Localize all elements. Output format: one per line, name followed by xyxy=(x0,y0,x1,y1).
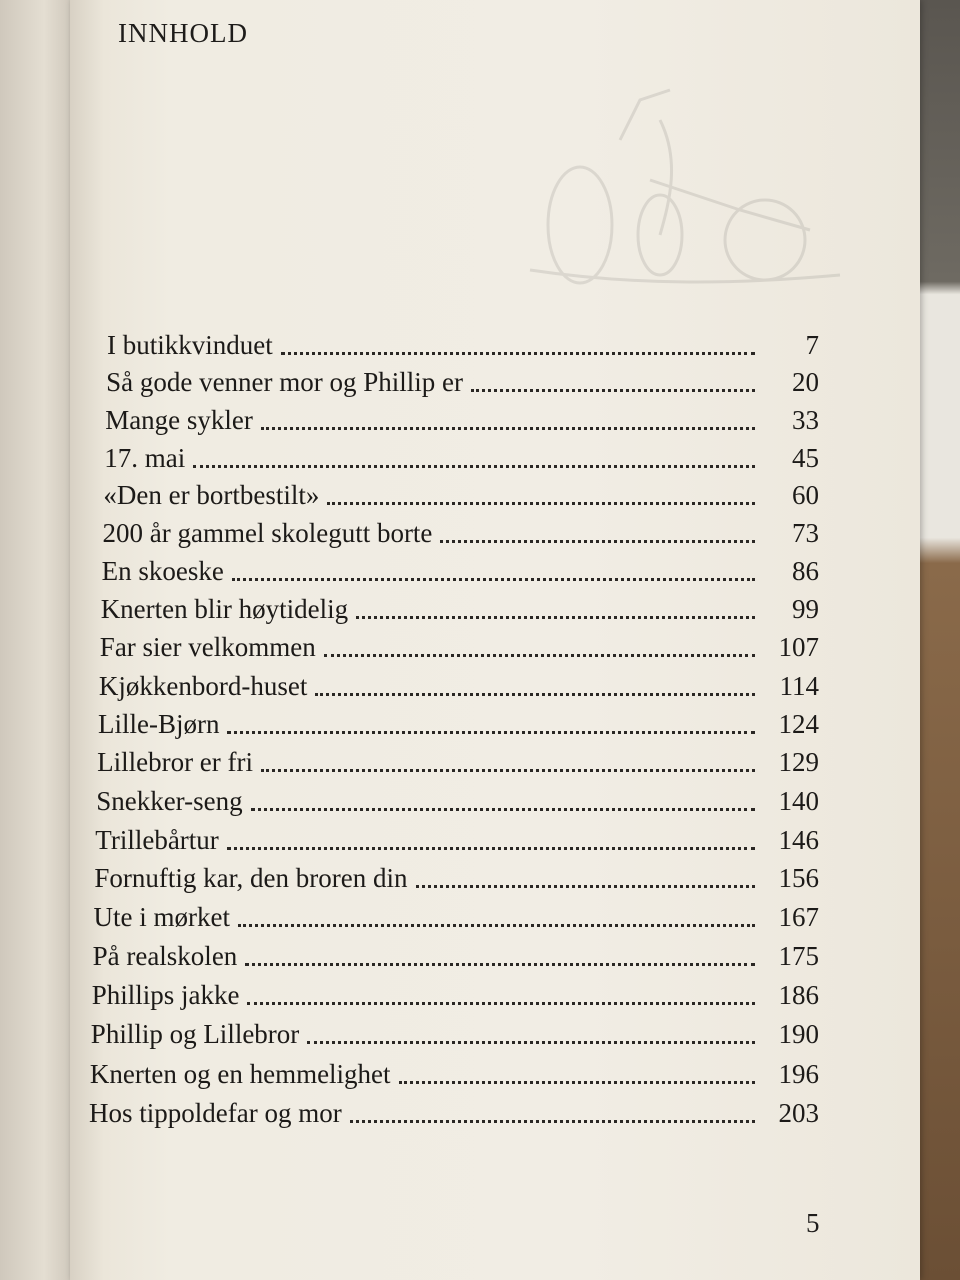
dot-leader xyxy=(281,352,755,355)
toc-entry-page: 7 xyxy=(805,330,819,360)
toc-entry xyxy=(103,518,820,552)
dot-leader xyxy=(356,616,755,619)
dot-leader xyxy=(399,1081,755,1084)
toc-entry-page: 186 xyxy=(778,980,819,1011)
toc-entry-title: «Den er bortbestilt» xyxy=(103,480,320,511)
toc-entry-title: Knerten og en hemmelighet xyxy=(89,1058,391,1089)
toc-entry-page: 196 xyxy=(778,1058,819,1089)
dot-leader xyxy=(251,808,755,811)
toc-entry xyxy=(106,367,819,401)
toc-entry-page: 203 xyxy=(778,1098,819,1128)
toc-entry xyxy=(99,671,819,705)
dot-leader xyxy=(261,427,755,430)
dot-leader xyxy=(193,465,755,468)
toc-entry-page: 129 xyxy=(778,747,819,778)
toc-entry-title: På realskolen xyxy=(92,941,238,972)
toc-entry-title: Knerten blir høytidelig xyxy=(100,594,349,625)
toc-entry xyxy=(94,902,820,936)
toc-entry xyxy=(89,1098,819,1132)
toc-entry-page: 20 xyxy=(791,367,819,398)
toc-entry-title: Mange sykler xyxy=(105,405,253,435)
toc-entry-title: Lille-Bjørn xyxy=(98,709,220,739)
toc-entry xyxy=(91,1019,819,1053)
dot-leader xyxy=(315,693,755,696)
toc-entry xyxy=(96,786,819,820)
page-number: 5 xyxy=(806,1208,820,1238)
toc-entry xyxy=(103,480,819,514)
toc-entry-title: Phillip og Lillebror xyxy=(90,1019,300,1050)
toc-entry-page: 45 xyxy=(791,442,819,473)
dot-leader xyxy=(327,502,755,505)
toc-entry xyxy=(90,1059,819,1093)
dot-leader xyxy=(227,731,755,734)
toc-entry xyxy=(95,825,819,859)
toc-entry-page: 73 xyxy=(792,518,819,549)
toc-entry xyxy=(98,709,819,743)
toc-entry-page: 190 xyxy=(778,1019,819,1050)
toc-entry xyxy=(107,330,819,364)
toc-entry-page: 146 xyxy=(778,824,819,855)
table-of-contents xyxy=(70,330,920,1150)
toc-entry-page: 33 xyxy=(791,405,819,435)
facing-page-edge xyxy=(0,0,80,1280)
dot-leader xyxy=(324,654,755,657)
dot-leader xyxy=(238,924,755,927)
toc-entry-page: 86 xyxy=(791,556,819,587)
toc-entry-title: En skoeske xyxy=(101,556,224,587)
toc-entry xyxy=(102,556,819,590)
toc-entry-page: 124 xyxy=(778,709,819,739)
toc-entry xyxy=(92,980,819,1014)
toc-entry-title: Fornuftig kar, den broren din xyxy=(94,863,408,894)
toc-entry-title: Ute i mørket xyxy=(93,902,230,933)
toc-entry xyxy=(104,443,819,477)
toc-entry-page: 60 xyxy=(791,480,819,511)
toc-entry-page: 175 xyxy=(778,941,819,972)
toc-entry-title: 200 år gammel skolegutt borte xyxy=(102,518,433,549)
dot-leader xyxy=(227,847,755,850)
dot-leader xyxy=(307,1041,755,1044)
toc-entry-page: 140 xyxy=(778,786,819,816)
dot-leader xyxy=(416,885,755,888)
dot-leader xyxy=(247,1002,755,1005)
bleed-through-illustration xyxy=(510,60,850,310)
book-page xyxy=(70,0,920,1280)
toc-entry xyxy=(100,632,819,666)
toc-entry xyxy=(93,941,819,975)
toc-entry-title: Lillebror er fri xyxy=(97,747,254,778)
contents-heading: INNHOLD xyxy=(118,18,248,48)
toc-entry xyxy=(97,747,819,781)
toc-entry-page: 99 xyxy=(791,594,819,625)
toc-entry-title: Snekker-seng xyxy=(96,786,243,816)
dot-leader xyxy=(440,540,755,543)
toc-entry-title: 17. mai xyxy=(104,442,186,473)
toc-entry-page: 114 xyxy=(779,670,819,701)
toc-entry xyxy=(105,405,819,439)
toc-entry-page: 167 xyxy=(778,902,819,933)
dot-leader xyxy=(471,389,755,392)
toc-entry-title: Hos tippoldefar og mor xyxy=(89,1098,342,1128)
toc-entry xyxy=(94,863,819,897)
toc-entry-page: 156 xyxy=(778,863,819,894)
toc-entry xyxy=(101,594,819,628)
toc-entry-page: 107 xyxy=(778,632,819,663)
toc-entry-title: Phillips jakke xyxy=(91,980,240,1011)
dot-leader xyxy=(350,1120,755,1123)
toc-entry-title: Kjøkkenbord-huset xyxy=(98,670,308,701)
dot-leader xyxy=(232,578,755,581)
dot-leader xyxy=(261,769,755,772)
toc-entry-title: Så gode venner mor og Phillip er xyxy=(106,367,464,398)
toc-entry-title: I butikkvinduet xyxy=(107,330,273,360)
toc-entry-title: Far sier velkommen xyxy=(99,632,316,663)
toc-entry-title: Trillebårtur xyxy=(95,824,219,855)
dot-leader xyxy=(245,963,755,966)
